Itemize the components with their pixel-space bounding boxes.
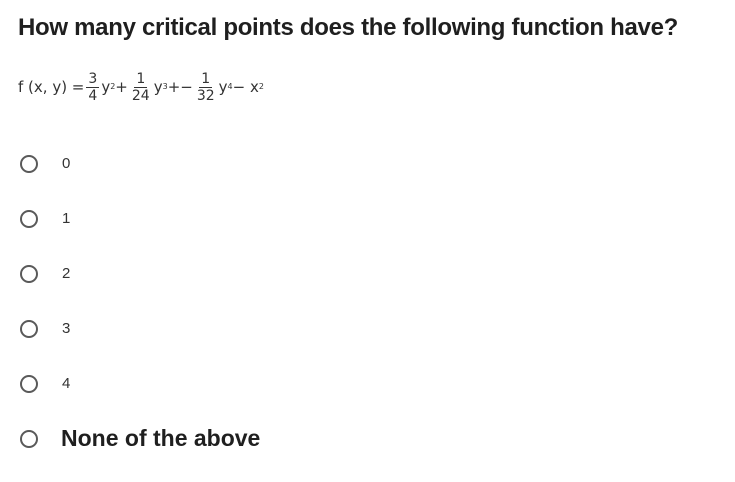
- option-label: 4: [62, 375, 71, 392]
- formula-lhs: f (x, y) =: [18, 78, 85, 96]
- fraction-numerator: 3: [88, 70, 98, 87]
- answer-options: [20, 136, 260, 466]
- option-none[interactable]: [20, 411, 260, 466]
- radio-button[interactable]: [20, 155, 38, 173]
- option-label: 2: [62, 265, 71, 282]
- radio-button[interactable]: [20, 320, 38, 338]
- formula-variable: y: [101, 78, 111, 96]
- option-0[interactable]: [20, 136, 260, 191]
- fraction-denominator: 24: [131, 87, 150, 104]
- fraction-3-4: [86, 72, 99, 103]
- formula-variable: y: [218, 78, 228, 96]
- fraction-1-32: [195, 72, 217, 103]
- fraction-denominator: 4: [88, 87, 98, 104]
- option-label: None of the above: [61, 425, 261, 451]
- fraction-numerator: 1: [136, 70, 146, 87]
- fraction-1-24: [130, 72, 152, 103]
- formula-variable: y: [153, 78, 163, 96]
- radio-button[interactable]: [20, 210, 38, 228]
- formula-tail: − x: [232, 78, 259, 96]
- option-1[interactable]: [20, 191, 260, 246]
- fraction-denominator: 32: [196, 87, 215, 104]
- option-4[interactable]: [20, 356, 260, 411]
- formula-operator: +−: [167, 78, 193, 96]
- option-2[interactable]: [20, 246, 260, 301]
- option-label: 0: [62, 155, 71, 172]
- question-text: How many critical points does the following function have?: [18, 14, 678, 41]
- option-label: 1: [62, 210, 71, 227]
- option-label: 3: [62, 320, 71, 337]
- fraction-numerator: 1: [201, 70, 211, 87]
- function-formula: f (x, y) = $\frac{3}{4}$ y 2 + $\frac{1}{24}$ y 3 +− $\frac{1}{32}$ y 4 − x 2: [18, 70, 264, 104]
- formula-operator: +: [115, 78, 128, 96]
- radio-button[interactable]: [20, 430, 38, 448]
- radio-button[interactable]: [20, 375, 38, 393]
- option-3[interactable]: [20, 301, 260, 356]
- radio-button[interactable]: [20, 265, 38, 283]
